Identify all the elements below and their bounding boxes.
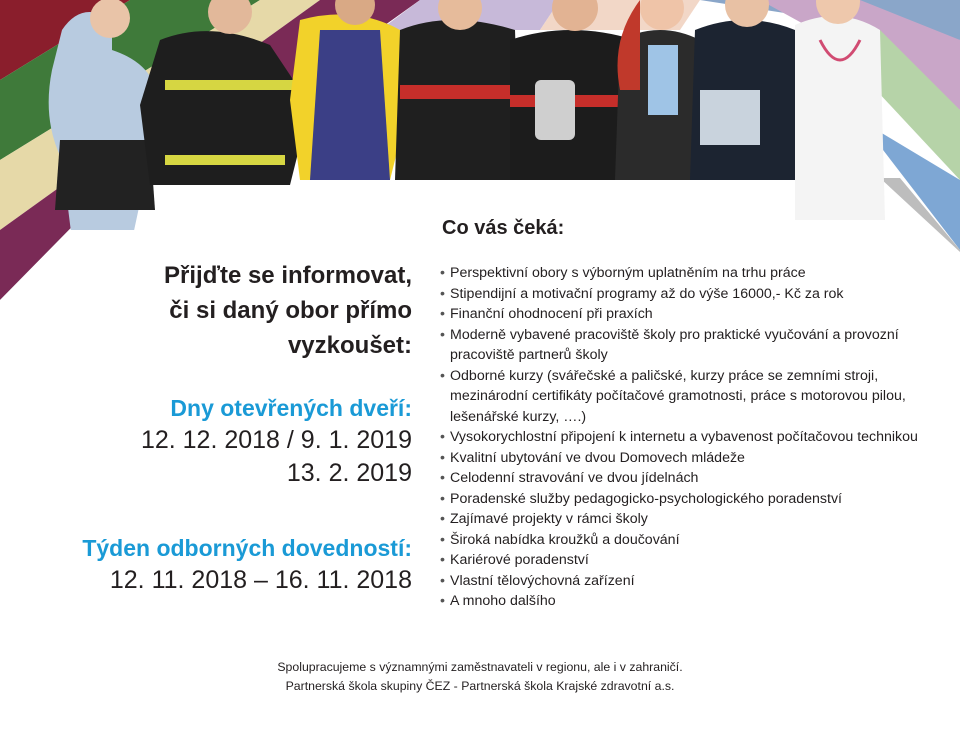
headline-line-2: či si daný obor přímo <box>169 297 412 324</box>
student-rescuer <box>395 0 520 180</box>
benefit-item: • Finanční ohodnocení při praxích <box>440 304 945 325</box>
benefit-item: • Perspektivní obory s výborným uplatněním na trhu práce <box>440 263 945 284</box>
headline-line-3: vyzkoušet: <box>287 332 412 359</box>
benefit-item: • Odborné kurzy (svářečské a paličské, kurzy práce se zemními stroji, mezinárodní certifikáty počítačové gramotnosti, práce s motorovou pilou, lešenářské kurzy, ….) <box>440 366 945 428</box>
benefit-item: • Celodenní stravování ve dvou jídelnách <box>440 468 945 489</box>
benefit-item: • Vlastní tělovýchovná zařízení <box>440 571 945 592</box>
students-photo <box>0 0 960 230</box>
open-days-title: Dny otevřených dveří: <box>170 395 412 421</box>
benefit-item: • Kariérové poradenství <box>440 550 945 571</box>
headline <box>40 258 412 363</box>
benefit-item: • Kvalitní ubytování ve dvou Domovech mládeže <box>440 448 945 469</box>
open-days-section <box>40 395 412 490</box>
benefits-list <box>440 263 945 612</box>
student-firefighter <box>140 0 310 185</box>
benefit-item: • A mnoho dalšího <box>440 591 945 612</box>
skills-week-title: Týden odborných dovedností: <box>82 535 412 561</box>
student-nurse <box>795 0 885 220</box>
student-business <box>690 0 800 180</box>
benefit-item: • Vysokorychlostní připojení k internetu a vybavenost počítačovou technikou <box>440 427 945 448</box>
benefits-title: Co vás čeká: <box>442 217 565 239</box>
student-mechanic <box>290 0 410 180</box>
benefit-item: • Poradenské služby pedagogicko-psychologického poradenství <box>440 489 945 510</box>
skills-week-dates: 12. 11. 2018 – 16. 11. 2018 <box>109 566 412 594</box>
headline-line-1: Přijďte se informovat, <box>164 262 412 289</box>
benefit-item: • Stipendijní a motivační programy až do výše 16000,- Kč za rok <box>440 284 945 305</box>
footer-line-2: Partnerská škola skupiny ČEZ - Partnerská škola Krajské zdravotní a.s. <box>285 679 675 693</box>
footer-note <box>0 658 960 696</box>
benefit-item: • Moderně vybavené pracoviště školy pro praktické vyučování a provozní pracoviště partnerů školy <box>440 325 945 366</box>
student-police <box>49 0 155 230</box>
open-days-dates-2: 13. 2. 2019 <box>286 459 412 487</box>
footer-line-1: Spolupracujeme s významnými zaměstnavateli v regionu, ale i v zahraničí. <box>277 660 683 674</box>
benefit-item: • Zajímavé projekty v rámci školy <box>440 509 945 530</box>
open-days-dates-1: 12. 12. 2018 / 9. 1. 2019 <box>140 426 412 454</box>
benefit-item: • Široká nabídka kroužků a doučování <box>440 530 945 551</box>
skills-week-section <box>40 535 412 597</box>
